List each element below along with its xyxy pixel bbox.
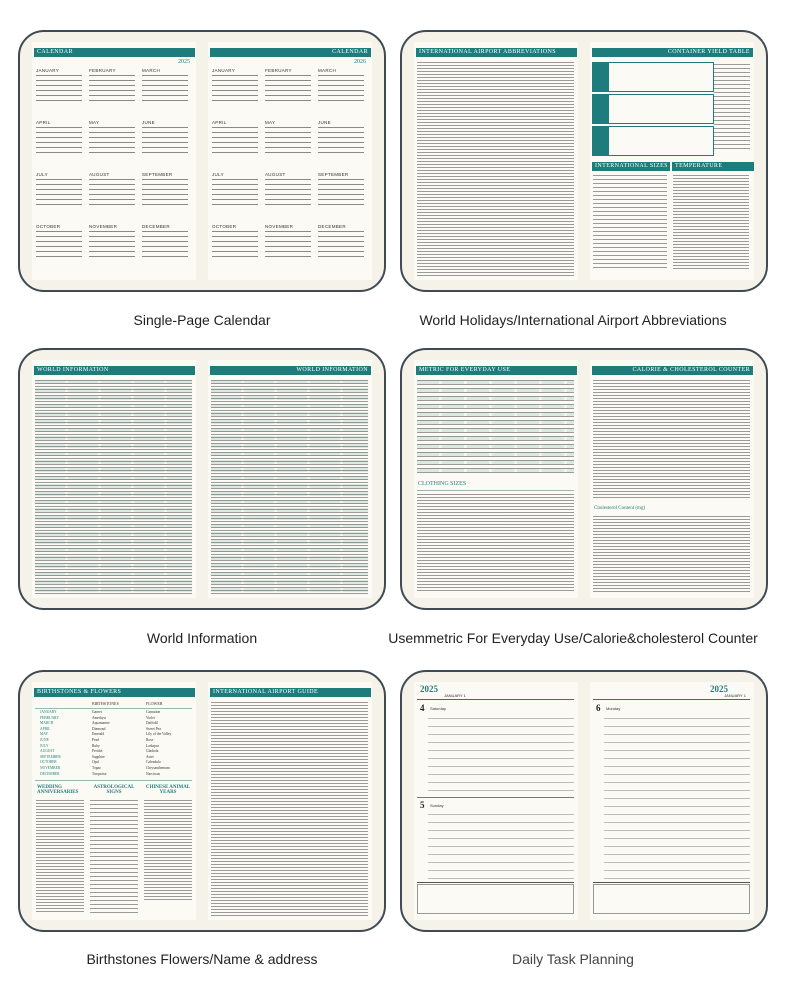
calendar-month [36,120,82,155]
planner-ruled-line [604,750,750,751]
calendar-month [212,68,258,103]
planner-year-left: 2025 [420,684,438,694]
calendar-month [89,172,135,207]
metric-calorie-panel [400,348,768,610]
calendar-month-name: JUNE [318,120,331,125]
temperature-title: TEMPERATURE [672,162,754,171]
wedding-anniversaries-title: WEDDING ANNIVERSARIES [37,785,79,795]
world-info-title-left: WORLD INFORMATION [34,366,195,375]
airport-guide-page [208,682,372,920]
airport-abbrev-title: INTERNATIONAL AIRPORT ABBREVIATIONS [416,48,577,57]
planner-ruled-line [428,854,574,855]
calendar-month-grid [36,231,82,259]
planner-ruled-line [428,750,574,751]
planner-ruled-line [604,758,750,759]
clothing-sizes-title: CLOTHING SIZES [418,481,467,487]
planner-ruled-line [428,878,574,879]
calendar-page-right [208,42,372,280]
world-info-title-right: WORLD INFORMATION [210,366,371,375]
calendar-month-grid [318,179,364,207]
calendar-month-name: DECEMBER [142,224,170,229]
calendar-month-grid [142,231,188,259]
calorie-title: CALORIE & CHOLESTEROL COUNTER [592,366,753,375]
calendar-month-grid [142,75,188,103]
planner-ruled-line [604,806,750,807]
planner-ruled-line [604,798,750,799]
planner-ruled-line [604,862,750,863]
planner-ruled-line [428,766,574,767]
international-sizes-title: INTERNATIONAL SIZES [592,162,670,171]
caption-metric-calorie: Usemmetric For Everyday Use/Calorie&cholesterol Counter [388,630,758,646]
calendar-month [318,120,364,155]
calendar-month-name: JANUARY [212,68,236,73]
calendar-month [142,120,188,155]
calendar-month [36,224,82,259]
planner-ruled-line [428,822,574,823]
planner-ruled-line [428,774,574,775]
calendar-month-grid [36,127,82,155]
planner-ruled-line [604,870,750,871]
calendar-month [142,172,188,207]
cholesterol-title: Cholesterol Content (mg) [594,506,646,511]
planner-ruled-line [604,774,750,775]
calendar-month [142,224,188,259]
astrological-signs-title: ASTROLOGICAL SIGNS [93,785,135,795]
calendar-month-name: APRIL [36,120,51,125]
day-number-saturday: 4 [420,703,425,713]
calendar-month [212,120,258,155]
world-info-table-left [35,380,192,594]
cholesterol-table [593,516,750,592]
planner-ruled-line [604,830,750,831]
container-yield-page [590,42,754,280]
calendar-month [36,68,82,103]
caption-world-holidays: World Holidays/International Airport Abbreviations [419,312,727,328]
calendar-month-grid [212,127,258,155]
planner-ruled-line [428,830,574,831]
world-info-page-left [32,360,196,598]
calendar-page-left [32,42,196,280]
container-yield-row-3 [592,126,714,156]
container-diagrams [714,64,750,152]
planner-ruled-line [604,726,750,727]
calendar-month-name: APRIL [212,120,227,125]
metric-page [414,360,578,598]
caption-world-information: World Information [146,630,258,646]
world-information-panel [18,348,386,610]
calorie-page [590,360,754,598]
calendar-month-grid [89,75,135,103]
metric-table [417,380,574,476]
calendar-month-grid [142,179,188,207]
airport-guide-table [211,702,368,916]
calendar-month-name: JUNE [142,120,155,125]
planner-ruled-line [604,854,750,855]
calendar-month-name: MAY [89,120,100,125]
calendar-month-name: AUGUST [265,172,286,177]
day-number-sunday: 5 [420,800,425,810]
planner-ruled-line [604,878,750,879]
calendar-month-grid [212,75,258,103]
planner-page-left [414,682,578,920]
birthstones-col-header: BIRTHSTONES [92,701,119,706]
airport-abbrev-page [414,42,578,280]
calendar-month-name: AUGUST [89,172,110,177]
calorie-table [593,380,750,500]
clothing-sizes-table [417,494,574,592]
calendar-month [318,224,364,259]
caption-daily-task: Daily Task Planning [512,951,634,967]
calendar-month-grid [265,231,311,259]
day-number-monday: 6 [596,703,601,713]
calendar-month-grid [318,75,364,103]
planner-ruled-line [604,822,750,823]
container-yield-row-1 [592,62,714,92]
world-holidays-panel [400,30,768,292]
planner-ruled-line [428,734,574,735]
planner-page-right [590,682,754,920]
calendar-month-name: FEBRUARY [265,68,292,73]
metric-title: METRIC FOR EVERYDAY USE [416,366,577,375]
calendar-month [142,68,188,103]
calendar-month-name: MARCH [142,68,160,73]
calendar-month-grid [265,127,311,155]
calendar-month [89,224,135,259]
calendar-month [212,224,258,259]
planner-ruled-line [604,766,750,767]
calendar-month [265,224,311,259]
birthstones-panel [18,670,386,932]
calendar-month-name: NOVEMBER [89,224,118,229]
planner-month-left: JANUARY 1 [444,693,466,698]
international-sizes-table [593,175,667,271]
wedding-anniversaries-list [36,800,84,914]
calendar-month-name: DECEMBER [318,224,346,229]
calendar-month [212,172,258,207]
birthstones-page [32,682,196,920]
calendar-month-grid [36,179,82,207]
caption-single-page-calendar: Single-Page Calendar [133,312,271,328]
planner-ruled-line [604,782,750,783]
planner-ruled-line [604,742,750,743]
chinese-animal-years-list [144,800,192,900]
airport-guide-title: INTERNATIONAL AIRPORT GUIDE [210,688,371,697]
planner-ruled-line [428,846,574,847]
calendar-year-left: 2025 [178,59,190,65]
calendar-month-name: JULY [36,172,48,177]
calendar-title-right: CALENDAR [210,48,371,57]
calendar-month-name: MARCH [318,68,336,73]
planner-ruled-line [604,790,750,791]
calendar-month-grid [36,75,82,103]
planner-ruled-line [428,718,574,719]
birthstone-stones: Garnet Amethyst Aquamarine Diamond Emerald Pearl Ruby Peridot Sapphire Opal Topaz Turquoise [92,710,110,776]
calendar-month-grid [89,127,135,155]
calendar-month [265,172,311,207]
calendar-month-grid [212,231,258,259]
birthstones-title: BIRTHSTONES & FLOWERS [34,688,195,697]
planner-ruled-line [604,846,750,847]
planner-ruled-line [428,790,574,791]
calendar-month [89,120,135,155]
planner-ruled-line [604,814,750,815]
daily-task-panel [400,670,768,932]
calendar-month [265,120,311,155]
calendar-month-grid [89,179,135,207]
world-info-page-right [208,360,372,598]
flower-col-header: FLOWER [146,701,163,706]
calendar-month [318,68,364,103]
calendar-month-name: OCTOBER [212,224,237,229]
calendar-month [265,68,311,103]
calendar-month-name: JULY [212,172,224,177]
calendar-month-grid [265,75,311,103]
astrological-signs-list [90,800,138,914]
calendar-month-name: SEPTEMBER [318,172,349,177]
planner-notes-box-right [593,884,750,914]
calendar-title-left: CALENDAR [34,48,195,57]
planner-ruled-line [428,726,574,727]
planner-ruled-line [604,718,750,719]
airport-abbrev-table [417,62,574,276]
planner-ruled-line [428,782,574,783]
calendar-month-name: MAY [265,120,276,125]
calendar-month-name: OCTOBER [36,224,61,229]
planner-ruled-line [428,814,574,815]
planner-year-right: 2025 [710,684,728,694]
planner-ruled-line [428,870,574,871]
day-name-saturday: Saturday [430,706,447,711]
caption-birthstones: Birthstones Flowers/Name & address [86,951,318,967]
calendar-month-name: JANUARY [36,68,60,73]
calendar-month-grid [265,179,311,207]
calendar-month [89,68,135,103]
calendar-month [318,172,364,207]
birthstone-flowers: Carnation Violet Daffodil Sweet Pea Lily of the Valley Rose Larkspur Gladiola Aster Calendula Chrysanthemum Narcissus [146,710,172,776]
calendar-month-name: NOVEMBER [265,224,294,229]
planner-ruled-line [428,758,574,759]
calendar-year-right: 2026 [354,59,366,65]
planner-ruled-line [428,862,574,863]
calendar-month-name: SEPTEMBER [142,172,173,177]
single-page-calendar-panel [18,30,386,292]
temperature-table [673,175,749,271]
planner-ruled-line [604,734,750,735]
planner-ruled-line [428,742,574,743]
birthstone-months: JANUARY FEBRUARY MARCH APRIL MAY JUNE JULY AUGUST SEPTEMBER OCTOBER NOVEMBER DECEMBER [40,710,61,776]
container-yield-row-2 [592,94,714,124]
planner-ruled-line [428,838,574,839]
calendar-month-name: FEBRUARY [89,68,116,73]
calendar-month-grid [318,127,364,155]
day-name-sunday: Sunday [430,803,444,808]
planner-month-right: JANUARY 1 [724,693,746,698]
planner-notes-box-left [417,884,574,914]
calendar-month-grid [212,179,258,207]
calendar-month [36,172,82,207]
day-name-monday: Monday [606,706,621,711]
chinese-animal-years-title: CHINESE ANIMAL YEARS [145,785,191,795]
calendar-month-grid [318,231,364,259]
world-info-table-right [211,380,368,594]
container-yield-title: CONTAINER YIELD TABLE [592,48,753,57]
calendar-month-grid [89,231,135,259]
planner-ruled-line [604,838,750,839]
calendar-month-grid [142,127,188,155]
